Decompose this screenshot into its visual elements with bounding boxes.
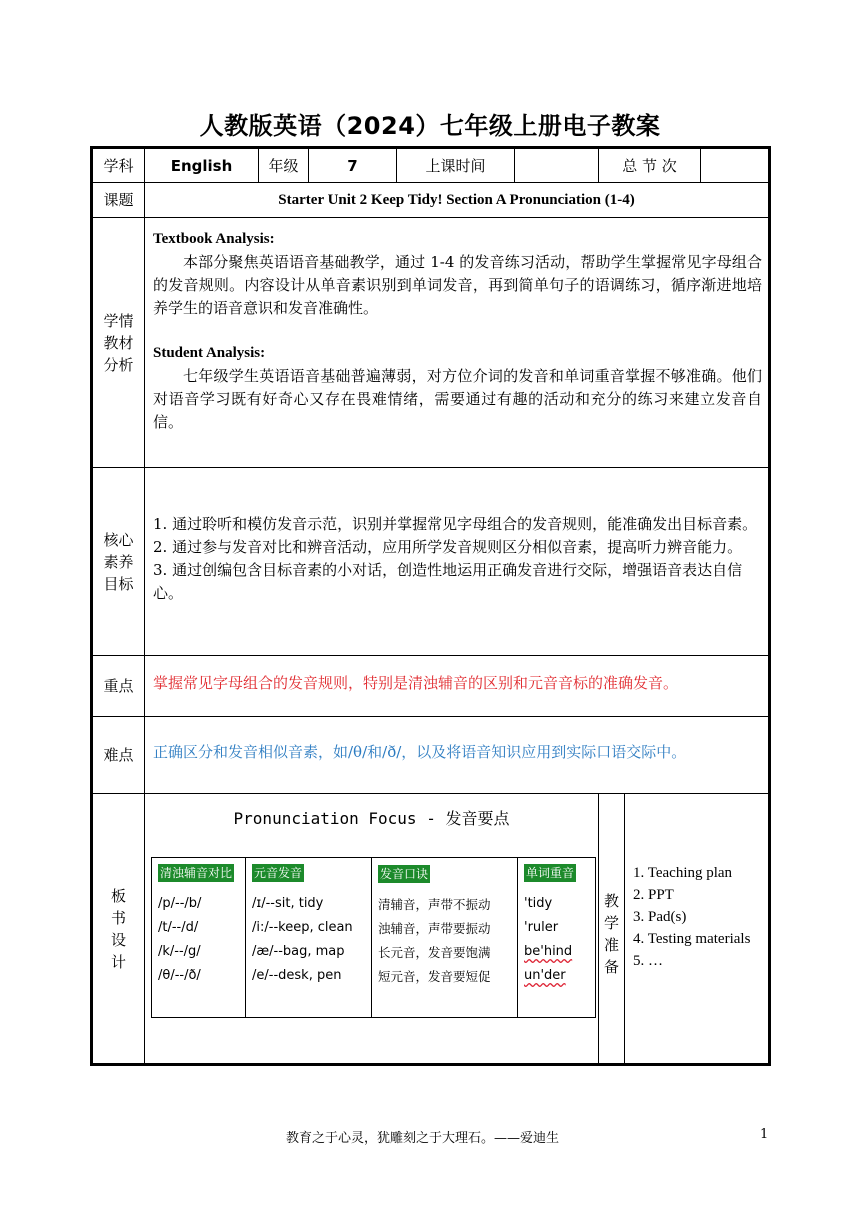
student-text: 七年级学生英语语音基础普遍薄弱，对方位介词的发音和单词重音掌握不够准确。他们对语音学习既有好奇心又存在畏难情绪，需要通过有趣的活动和充分的练习来建立发音自信。 <box>153 367 763 431</box>
board-column: 清浊辅音对比 /p/--/b/ /t/--/d/ /k/--/g/ /θ/--/ð/ <box>152 858 246 1018</box>
prep-label: 教 学 准 备 <box>599 794 625 1064</box>
student-heading: Student Analysis: <box>153 345 266 361</box>
key-point-text: 掌握常见字母组合的发音规则，特别是清浊辅音的区别和元音音标的准确发音。 <box>145 656 769 717</box>
board-column: 单词重音 'tidy 'ruler be'hind un'der <box>518 858 596 1018</box>
board-column: 发音口诀 清辅音，声带不振动 浊辅音，声带要振动 长元音，发音要饱满 短元音，发音要短促 <box>372 858 518 1018</box>
topic-label: 课题 <box>93 183 145 218</box>
goal-item: 3. 通过创编包含目标音素的小对话，创造性地运用正确发音进行交际，增强语音表达自信心。 <box>153 560 743 602</box>
prep-item: 1. Teaching plan <box>633 865 733 881</box>
goal-item: 1. 通过聆听和模仿发音示范，识别并掌握常见字母组合的发音规则，能准确发出目标音素。 <box>153 514 758 533</box>
board-tag: 单词重音 <box>526 866 575 880</box>
page-title: 人教版英语（2024）七年级上册电子教案 <box>199 112 661 140</box>
subject-value: English <box>145 149 259 183</box>
board-title: Pronunciation Focus - 发音要点 <box>233 809 510 828</box>
time-label: 上课时间 <box>397 149 515 183</box>
textbook-heading: Textbook Analysis: <box>153 231 275 247</box>
goals-label: 核心 素养 目标 <box>93 468 145 656</box>
total-value <box>701 149 769 183</box>
prep-item: 2. PPT <box>633 887 674 903</box>
difficulty-text: 正确区分和发音相似音素，如/θ/和/ð/，以及将语音知识应用到实际口语交际中。 <box>145 717 769 794</box>
board-column: 元音发音 /ɪ/--sit, tidy /i:/--keep, clean /æ/--bag, map /e/--desk, pen <box>246 858 372 1018</box>
difficulty-label: 难点 <box>93 717 145 794</box>
board-design <box>145 794 599 1064</box>
goal-item: 2. 通过参与发音对比和辨音活动，应用所学发音规则区分相似音素，提高听力辨音能力。 <box>153 537 743 556</box>
board-label: 板 书 设 计 <box>93 794 145 1064</box>
board-tag: 元音发音 <box>254 866 303 880</box>
key-point-label: 重点 <box>93 656 145 717</box>
textbook-text: 本部分聚焦英语语音基础教学，通过 1-4 的发音练习活动，帮助学生掌握常见字母组合的发音规则。内容设计从单音素识别到单词发音，再到简单句子的语调练习，循序渐进地培养学生的语音意识和发音准确性。 <box>153 253 763 317</box>
grade-label: 年级 <box>259 149 309 183</box>
prep-item: 3. Pad(s) <box>633 909 687 925</box>
board-tag: 清浊辅音对比 <box>160 866 233 880</box>
lesson-plan-table <box>92 148 769 1064</box>
total-label: 总 节 次 <box>599 149 701 183</box>
topic-value: Starter Unit 2 Keep Tidy! Section A Pronunciation (1-4) <box>145 183 769 218</box>
prep-item: 4. Testing materials <box>633 931 751 947</box>
analysis-label: 学情 教材 分析 <box>93 218 145 468</box>
analysis-content <box>145 218 769 468</box>
footer-quote: 教育之于心灵，犹雕刻之于大理石。——爱迪生 <box>286 1131 560 1146</box>
subject-label: 学科 <box>93 149 145 183</box>
time-value <box>515 149 599 183</box>
grade-value: 7 <box>309 149 397 183</box>
prep-list <box>625 794 769 1064</box>
goals-content <box>145 468 769 656</box>
board-table <box>151 857 596 1018</box>
board-tag: 发音口诀 <box>380 867 429 881</box>
prep-item: 5. … <box>633 953 663 969</box>
page-number: 1 <box>760 1127 769 1142</box>
